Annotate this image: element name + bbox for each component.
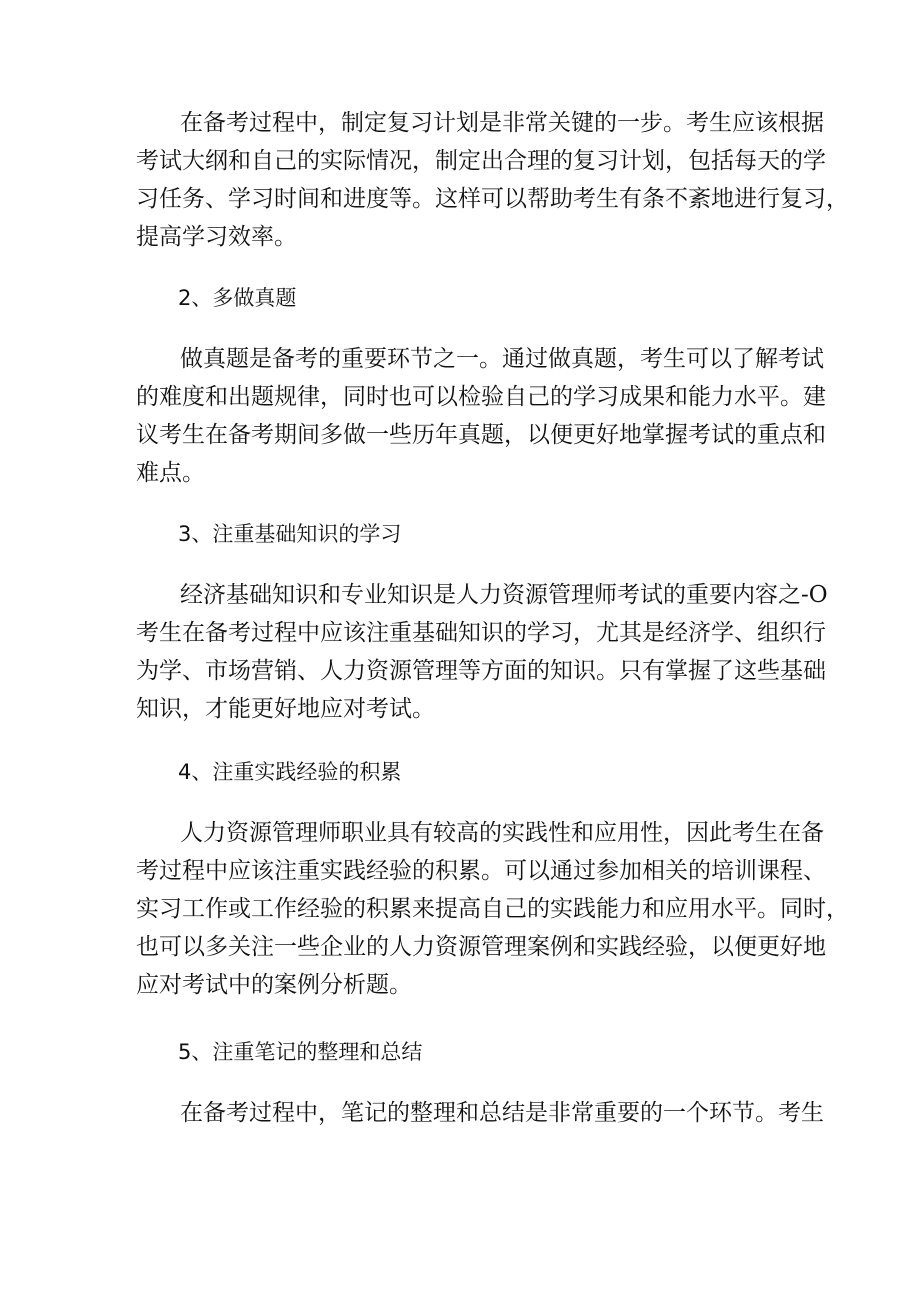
paragraph-line: 难点。: [136, 460, 205, 486]
paragraph-line: 在备考过程中，制定复习计划是非常关键的一步。考生应该根据: [180, 110, 824, 136]
paragraph-study-plan: [136, 104, 849, 256]
paragraph-line: 在备考过程中，笔记的整理和总结是非常重要的一个环节。考生: [180, 1100, 824, 1126]
section-heading-2: 2、多做真题: [178, 286, 297, 310]
paragraph-line: 做真题是备考的重要环节之一。通过做真题，考生可以了解考试: [180, 346, 824, 372]
paragraph-line: 考生在备考过程中应该注重基础知识的学习，尤其是经济学、组织行: [136, 620, 826, 646]
paragraph-line: 的难度和出题规律，同时也可以检验自己的学习成果和能力水平。建: [136, 384, 826, 410]
section-heading-3: 3、注重基础知识的学习: [178, 522, 402, 546]
section-heading-5: 5、注重笔记的整理和总结: [178, 1040, 423, 1064]
paragraph-line: 提高学习效率。: [136, 224, 297, 250]
paragraph-practice-exams: [136, 340, 826, 492]
paragraph-practical-experience: [136, 814, 849, 1004]
paragraph-line: 人力资源管理师职业具有较高的实践性和应用性，因此考生在备: [180, 820, 824, 846]
paragraph-line: 习任务、学习时间和进度等。这样可以帮助考生有条不紊地进行复习，: [136, 186, 849, 212]
paragraph-line: 实习工作或工作经验的积累来提高自己的实践能力和应用水平。同时，: [136, 896, 849, 922]
paragraph-line: 经济基础知识和专业知识是人力资源管理师考试的重要内容之-O: [180, 582, 828, 608]
paragraph-line: 为学、市场营销、人力资源管理等方面的知识。只有掌握了这些基础: [136, 658, 826, 684]
paragraph-line: 考过程中应该注重实践经验的积累。可以通过参加相关的培训课程、: [136, 858, 826, 884]
paragraph-line: 也可以多关注一些企业的人力资源管理案例和实践经验，以便更好地: [136, 934, 826, 960]
paragraph-basic-knowledge: [136, 576, 828, 728]
paragraph-line: 考试大纲和自己的实际情况，制定出合理的复习计划，包括每天的学: [136, 148, 826, 174]
paragraph-line: 知识，才能更好地应对考试。: [136, 696, 435, 722]
paragraph-line: 议考生在备考期间多做一些历年真题，以便更好地掌握考试的重点和: [136, 422, 826, 448]
section-heading-4: 4、注重实践经验的积累: [178, 760, 402, 784]
paragraph-line: 应对考试中的案例分析题。: [136, 972, 412, 998]
paragraph-notes: [136, 1094, 824, 1132]
